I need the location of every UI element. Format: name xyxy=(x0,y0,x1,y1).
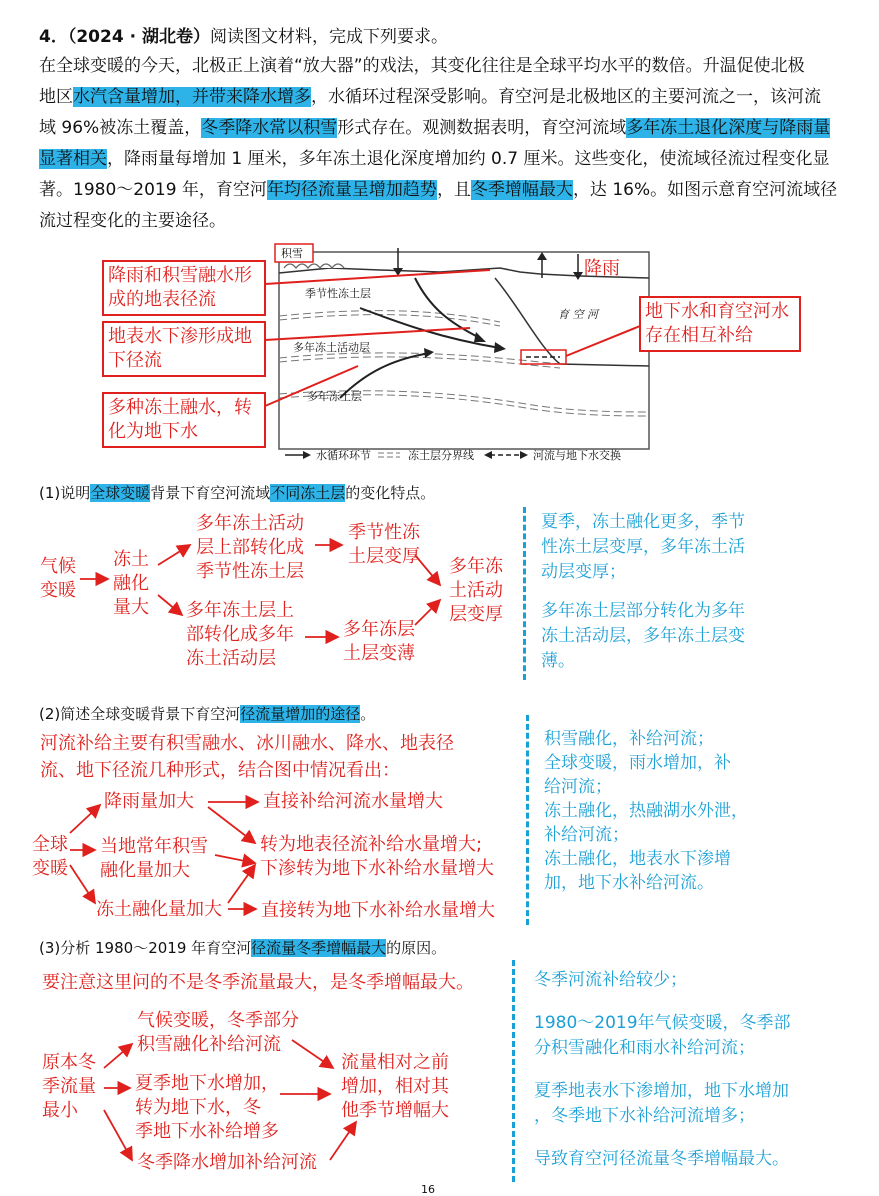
line: 他季节增幅大 xyxy=(341,1100,449,1121)
divider xyxy=(523,507,526,680)
q2-out-infiltration: 下渗转为地下水补给水量增大 xyxy=(260,858,494,879)
legend-arrow-head xyxy=(484,451,492,459)
layer-boundary xyxy=(279,357,560,368)
line: 增加，相对其 xyxy=(341,1076,449,1097)
line: 给河流； xyxy=(544,777,612,797)
line: 全球 xyxy=(32,834,68,855)
layer-boundary xyxy=(279,311,500,322)
q2-node-frozen: 冻土融化量加大 xyxy=(96,899,222,920)
question-instruction: 阅读图文材料，完成下列要求。 xyxy=(209,27,448,47)
material-line-2 xyxy=(39,82,821,113)
line: 变暖 xyxy=(32,858,68,879)
line: 流量相对之前 xyxy=(341,1052,449,1073)
line: 量大 xyxy=(113,597,149,618)
line: 导致育空河径流量冬季增幅最大。 xyxy=(534,1149,789,1169)
line: 多年冻土层部分转化为多年 xyxy=(541,601,745,621)
line: 转为地下水，冬 xyxy=(135,1097,261,1118)
legend-arrow-head xyxy=(303,451,311,459)
q1-node-perm-thin xyxy=(343,618,415,666)
line: 下径流 xyxy=(108,350,162,371)
q1-node-active-thick xyxy=(449,555,503,627)
line: 存在相互补给 xyxy=(645,325,753,346)
line: 层变厚 xyxy=(449,604,503,625)
line: 全球变暖，雨水增加，补 xyxy=(544,753,731,773)
text: 地区 xyxy=(39,87,73,107)
line: 多年冻土层上 xyxy=(186,600,294,621)
q3-note: 要注意这里问的不是冬季流量最大，是冬季增幅最大。 xyxy=(42,972,474,993)
text: 的原因。 xyxy=(386,939,447,957)
legend-arrow-head xyxy=(520,451,528,459)
meltwater-annotation xyxy=(102,392,266,448)
line: 河流补给主要有积雪融水、冰川融水、降水、地表径 xyxy=(40,733,454,754)
q1-node-upper xyxy=(196,512,304,584)
line: 冻土活动层，多年冻土层变 xyxy=(541,626,745,646)
question-source: （2024 · 湖北卷） xyxy=(67,27,210,47)
line: 季流量 xyxy=(42,1076,96,1097)
line: 加，地下水补给河流。 xyxy=(544,873,714,893)
text: ，水循环过程深受影响。育空河是北极地区的主要河流之一，该河流 xyxy=(311,87,821,107)
q3-node-b xyxy=(135,1072,279,1144)
page-number: 16 xyxy=(421,1183,435,1196)
q3-prompt xyxy=(39,937,446,958)
text: (1)说明 xyxy=(39,484,91,502)
line: 夏季地下水增加， xyxy=(135,1073,279,1094)
flow-arrow xyxy=(104,1110,132,1160)
divider xyxy=(526,715,529,925)
line: 气候变暖，冬季部分 xyxy=(137,1010,299,1031)
line: 气候 xyxy=(40,556,76,577)
line: 夏季，冻土融化更多，季节 xyxy=(541,512,745,532)
surface-runoff-annotation xyxy=(102,260,266,316)
line: 积雪融化补给河流 xyxy=(137,1034,281,1055)
highlight: 全球变暖 xyxy=(90,484,151,502)
line: ，冬季地下水补给河流增多； xyxy=(534,1106,755,1126)
line: 动层变厚； xyxy=(541,562,626,582)
flow-arrow xyxy=(104,1044,132,1068)
line: 分积雪融化和雨水补给河流； xyxy=(534,1038,755,1058)
line: 原本冬 xyxy=(42,1052,96,1073)
line: 薄。 xyxy=(541,651,575,671)
flow-arrow xyxy=(70,865,95,903)
q2-intro xyxy=(40,730,454,784)
line: 当地常年积雪 xyxy=(100,836,208,857)
highlight: 多年冻土退化深度与降雨量 xyxy=(626,118,831,138)
q2-out-groundwater: 直接转为地下水补给水量增大 xyxy=(261,900,495,921)
q3-node-result xyxy=(341,1051,449,1123)
q2-node-warming xyxy=(32,833,68,881)
q3-node-a xyxy=(137,1009,299,1057)
rain-annotation: 降雨 xyxy=(584,258,620,279)
q3-node-orig xyxy=(42,1051,96,1123)
material-line-1: 在全球变暖的今天，北极正上演着“放大器”的戏法，其变化往往是全球平均水平的数倍。升温促使北极 xyxy=(39,56,805,76)
text: ，达 16%。如图示意育空河流域径 xyxy=(572,180,838,200)
flow-arrow xyxy=(228,865,255,903)
line: 成的地表径流 xyxy=(108,289,216,310)
highlight: 径流量增加的途径 xyxy=(240,705,361,723)
divider xyxy=(512,960,515,1182)
line: 季地下水补给增多 xyxy=(135,1121,279,1142)
text: 的变化特点。 xyxy=(345,484,436,502)
annotation-pointer xyxy=(566,326,640,356)
flow-arrow xyxy=(158,545,190,565)
q2-node-rain: 降雨量加大 xyxy=(104,791,194,812)
q1-node-melt xyxy=(113,548,149,620)
question-number: 4． xyxy=(39,27,68,47)
flow-arrow xyxy=(330,1122,356,1160)
line: 降雨和积雪融水形 xyxy=(108,265,252,286)
arrow-head xyxy=(424,348,434,358)
line: 融化 xyxy=(113,573,149,594)
legend-boundary-label: 冻土层分界线 xyxy=(408,449,474,462)
line: 积雪融化，补给河流； xyxy=(544,729,714,749)
q1-prompt xyxy=(39,482,435,503)
highlight: 年均径流量呈增加趋势 xyxy=(266,180,437,200)
line: 层上部转化成 xyxy=(196,537,304,558)
text: ，降雨量每增加 1 厘米，多年冻土退化深度增加约 0.7 厘米。这些变化，使流域径流过程变化显 xyxy=(107,149,830,169)
text: (3)分析 1980～2019 年育空河 xyxy=(39,939,252,957)
material-line-6: 流过程变化的主要途径。 xyxy=(39,211,226,231)
line: 化为地下水 xyxy=(108,421,198,442)
flow-arrow xyxy=(70,805,100,833)
material-line-4 xyxy=(39,144,829,175)
q1-node-perm-upper xyxy=(186,599,294,671)
flow-arrow xyxy=(415,600,440,625)
line: 融化量加大 xyxy=(100,860,190,881)
line: 冻土融化，热融湖水外泄， xyxy=(544,801,748,821)
arrow-head xyxy=(494,342,506,353)
text: 背景下育空河流域 xyxy=(150,484,271,502)
line: 补给河流； xyxy=(544,825,629,845)
line: 地表水下渗形成地 xyxy=(108,326,252,347)
line: 土层变厚 xyxy=(348,546,420,567)
text: 域 96%被冻土覆盖， xyxy=(39,118,202,138)
highlight: 冬季增幅最大 xyxy=(470,180,573,200)
line: 流、地下径流几种形式，结合图中情况看出： xyxy=(40,760,400,781)
line: 性冻土层变厚，多年冻土活 xyxy=(541,537,745,557)
q2-answer xyxy=(544,727,748,895)
text: (2)简述全球变暖背景下育空河 xyxy=(39,705,241,723)
highlight: 不同冻土层 xyxy=(270,484,346,502)
line: 冬季河流补给较少； xyxy=(534,970,687,990)
active-layer-label: 多年冻土活动层 xyxy=(293,341,370,354)
q3-node-c: 冬季降水增加补给河流 xyxy=(137,1152,317,1173)
annotation-pointer xyxy=(265,270,490,284)
line: 冻土融化，地表水下渗增 xyxy=(544,849,731,869)
q1-node-climate xyxy=(40,555,76,603)
arrow-head xyxy=(537,252,547,260)
seasonal-layer-label: 季节性冻土层 xyxy=(305,287,371,300)
line: 季节性冻 xyxy=(348,522,420,543)
highlight: 水汽含量增加，并带来降水增多 xyxy=(73,87,311,107)
legend-cycle-label: 水循环环节 xyxy=(316,449,371,462)
highlight: 径流量冬季增幅最大 xyxy=(251,939,387,957)
line: 变暖 xyxy=(40,580,76,601)
text: 。 xyxy=(360,705,376,723)
q1-answer xyxy=(541,510,745,674)
snow-label: 积雪 xyxy=(281,247,303,260)
q2-node-snow xyxy=(100,835,208,883)
text: 著。1980～2019 年，育空河 xyxy=(39,180,267,200)
q3-answer xyxy=(534,968,791,1172)
text: ，且 xyxy=(436,180,471,200)
line: 季节性冻土层 xyxy=(196,561,304,582)
highlight: 冬季降水常以积雪 xyxy=(201,118,338,138)
line: 土活动 xyxy=(449,580,503,601)
line: 土层变薄 xyxy=(343,643,415,664)
line: 冻土 xyxy=(113,549,149,570)
river-label: 育 空 河 xyxy=(558,308,598,321)
permafrost-layer-label: 多年冻土层 xyxy=(307,390,362,403)
line: 地下水和育空河水 xyxy=(645,301,789,322)
flow-arrow xyxy=(158,595,182,615)
snow-cover xyxy=(284,264,344,268)
q1-node-seasonal xyxy=(348,521,420,569)
question-header xyxy=(39,22,448,47)
line: 多年冻 xyxy=(449,556,503,577)
q2-out-direct: 直接补给河流水量增大 xyxy=(263,791,443,812)
material-line-5 xyxy=(39,175,837,206)
line: 夏季地表水下渗增加，地下水增加 xyxy=(534,1081,789,1101)
infiltration-annotation xyxy=(102,321,266,377)
line: 多种冻土融水，转 xyxy=(108,397,252,418)
legend-exchange-label: 河流与地下水交换 xyxy=(533,449,621,462)
layer-boundary xyxy=(279,315,500,326)
highlight: 显著相关 xyxy=(39,149,107,169)
text: 形式存在。观测数据表明，育空河流域 xyxy=(337,118,627,138)
flow-arrow xyxy=(215,855,255,863)
arrow-head xyxy=(474,332,486,342)
line: 最小 xyxy=(42,1100,78,1121)
line: 1980～2019年气候变暖，冬季部 xyxy=(534,1013,791,1033)
exchange-annotation xyxy=(639,296,801,352)
line: 冻土活动层 xyxy=(186,648,276,669)
material-line-3 xyxy=(39,113,830,144)
line: 部转化成多年 xyxy=(186,624,294,645)
line: 多年冻层 xyxy=(343,619,415,640)
line: 多年冻土活动 xyxy=(196,513,304,534)
flow-arrow xyxy=(208,807,255,843)
q2-out-surface: 转为地表径流补给水量增大; xyxy=(260,834,483,855)
q2-prompt xyxy=(39,703,375,724)
